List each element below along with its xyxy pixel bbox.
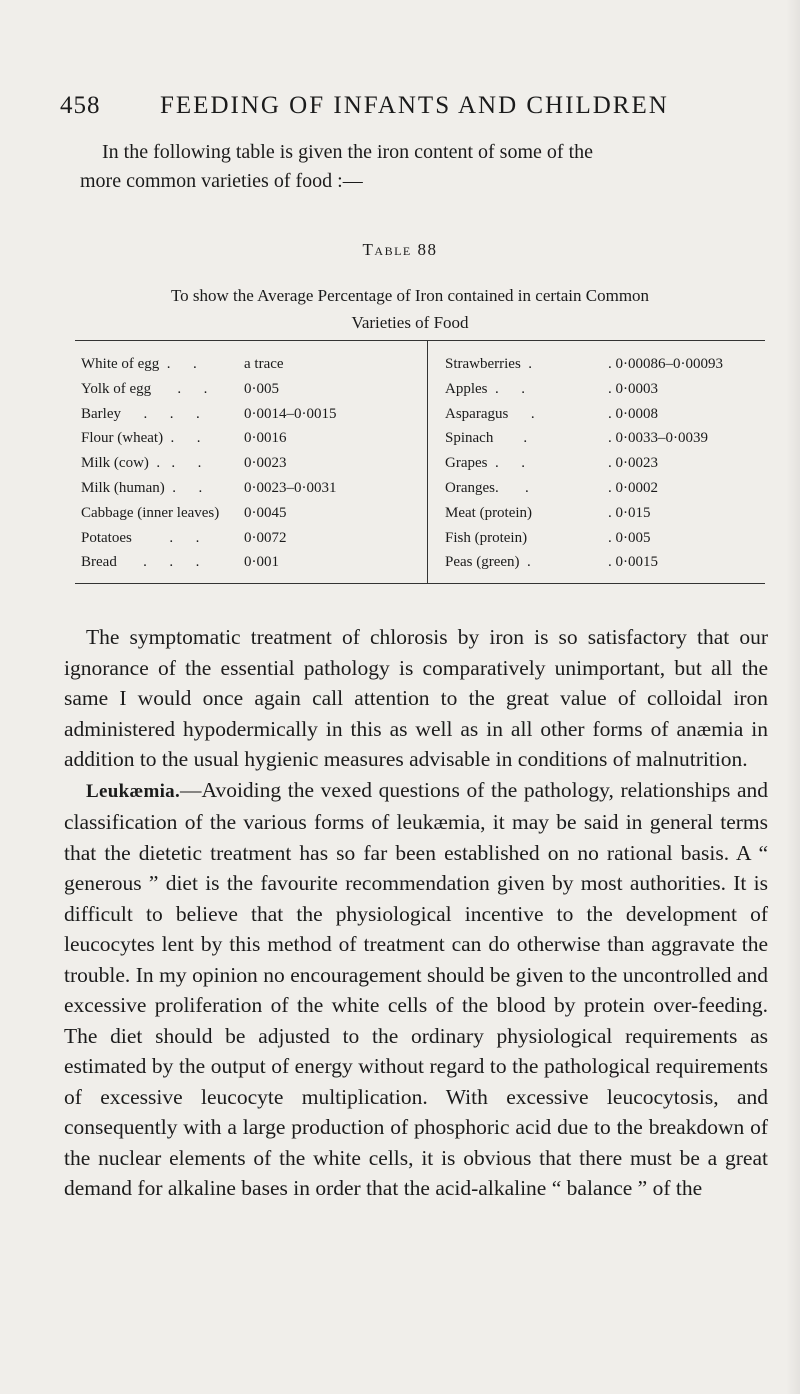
table-row bbox=[81, 527, 411, 549]
table-row bbox=[81, 477, 411, 499]
table-caption-line-2: Varieties of Food bbox=[351, 313, 469, 332]
iron-percentage: . 0·0008 bbox=[608, 405, 658, 422]
iron-percentage: . 0·00086–0·00093 bbox=[608, 356, 723, 372]
iron-percentage: . 0·015 bbox=[608, 504, 651, 521]
table-row bbox=[445, 477, 775, 499]
iron-percentage: 0·0045 bbox=[244, 504, 287, 521]
table-row bbox=[445, 502, 775, 524]
iron-percentage: . 0·0015 bbox=[608, 554, 658, 571]
food-name: Meat (protein) bbox=[445, 504, 533, 521]
food-name: Bread . . . bbox=[81, 554, 200, 571]
leukaemia-text: —Avoiding the vexed questions of the pathology, relationships and classification of the various forms of leukæmia, it may be said in general terms that the dietetic treatment has so far been established on no rational basis. A “ generous ” diet is the favourite recommendation given by most authorities. It is difficult to believe that the physiological incentive to the development of leucocytes lent by this method of treatment can do otherwise than aggravate the trouble. In my opinion no encouragement should be given to the uncontrolled and excessive proliferation of the white cells of the blood by protein over-feeding. The diet should be adjusted to the ordinary physiological requirements as estimated by the output of energy without regard to the pathological requirements of excessive leucocyte multiplication. With excessive leucocytosis, and consequently with a large production of phosphoric acid due to the breakdown of the nuclear elements of the white cells, it is obvious that there must be a great demand for alkaline bases in order that the acid-alkaline “ balance ” of the bbox=[64, 777, 768, 1200]
paragraph-leukaemia bbox=[64, 775, 768, 1204]
food-name: Strawberries . bbox=[445, 356, 533, 372]
table-caption bbox=[60, 282, 760, 336]
iron-percentage: . 0·0002 bbox=[608, 480, 658, 496]
running-title: FEEDING OF INFANTS AND CHILDREN bbox=[160, 92, 669, 119]
food-name: Fish (protein) bbox=[445, 529, 528, 546]
food-name: White of egg . . bbox=[81, 356, 197, 372]
leukaemia-heading: Leukæmia. bbox=[86, 780, 181, 802]
paragraph-chlorosis: The symptomatic treatment of chlorosis by iron is so satisfactory that our ignorance of the essential pathology is comparatively unimportant, but all the same I would once again call attention to the great value of colloidal iron administered hypodermically in this as well as in all other forms of anæmia in addition to the usual hygienic measures advisable in conditions of malnutrition. bbox=[64, 625, 768, 771]
food-name: Grapes . . bbox=[445, 455, 525, 472]
food-name: Potatoes . . bbox=[81, 529, 200, 546]
iron-percentage: . 0·0023 bbox=[608, 455, 658, 472]
food-name: Barley . . . bbox=[81, 405, 200, 422]
table-label: Table 88 bbox=[362, 240, 438, 259]
table-row bbox=[81, 452, 411, 474]
iron-percentage: 0·005 bbox=[244, 380, 279, 397]
iron-percentage: 0·0016 bbox=[244, 430, 287, 447]
table-row bbox=[81, 403, 411, 425]
iron-percentage: . 0·0033–0·0039 bbox=[608, 430, 708, 447]
page-number: 458 bbox=[60, 92, 101, 119]
table-row bbox=[81, 427, 411, 449]
running-head bbox=[60, 92, 760, 124]
food-name: Yolk of egg . . bbox=[81, 380, 208, 397]
table-row bbox=[445, 353, 775, 375]
table-row bbox=[445, 403, 775, 425]
table-row bbox=[445, 452, 775, 474]
table-row bbox=[445, 527, 775, 549]
iron-percentage: 0·0023 bbox=[244, 455, 287, 472]
food-name: Cabbage (inner leaves) bbox=[81, 504, 220, 521]
table-row bbox=[445, 551, 775, 573]
food-name: Flour (wheat) . . bbox=[81, 430, 201, 447]
food-name: Oranges. . bbox=[445, 480, 529, 496]
table-caption-line-1: To show the Average Percentage of Iron contained in certain Common bbox=[170, 286, 650, 305]
iron-percentage: . 0·0003 bbox=[608, 380, 658, 397]
food-name: Peas (green) . bbox=[445, 554, 531, 571]
table-row bbox=[81, 353, 411, 375]
food-name: Milk (human) . . bbox=[81, 480, 203, 496]
body-text bbox=[64, 622, 768, 1204]
iron-percentage: 0·0072 bbox=[244, 529, 287, 546]
iron-percentage: 0·001 bbox=[244, 554, 279, 571]
table-row bbox=[81, 378, 411, 400]
iron-percentage: . 0·005 bbox=[608, 529, 651, 546]
iron-percentage: 0·0023–0·0031 bbox=[244, 480, 337, 496]
intro-line-2: more common varieties of food :— bbox=[80, 170, 363, 192]
iron-percentage: a trace bbox=[244, 356, 284, 372]
iron-percentage: 0·0014–0·0015 bbox=[244, 405, 337, 422]
table-column-divider bbox=[427, 341, 428, 583]
table-row bbox=[445, 378, 775, 400]
table-row bbox=[81, 551, 411, 573]
food-name: Milk (cow) . . . bbox=[81, 455, 202, 472]
table-row bbox=[81, 502, 411, 524]
page-edge-shadow bbox=[786, 0, 800, 1394]
food-name: Asparagus . bbox=[445, 405, 535, 422]
food-name: Apples . . bbox=[445, 380, 525, 397]
intro-line-1: In the following table is given the iron content of some of the bbox=[102, 141, 593, 163]
intro-paragraph bbox=[80, 138, 762, 196]
table-row bbox=[445, 427, 775, 449]
food-name: Spinach . bbox=[445, 430, 528, 447]
iron-content-table bbox=[75, 340, 765, 584]
